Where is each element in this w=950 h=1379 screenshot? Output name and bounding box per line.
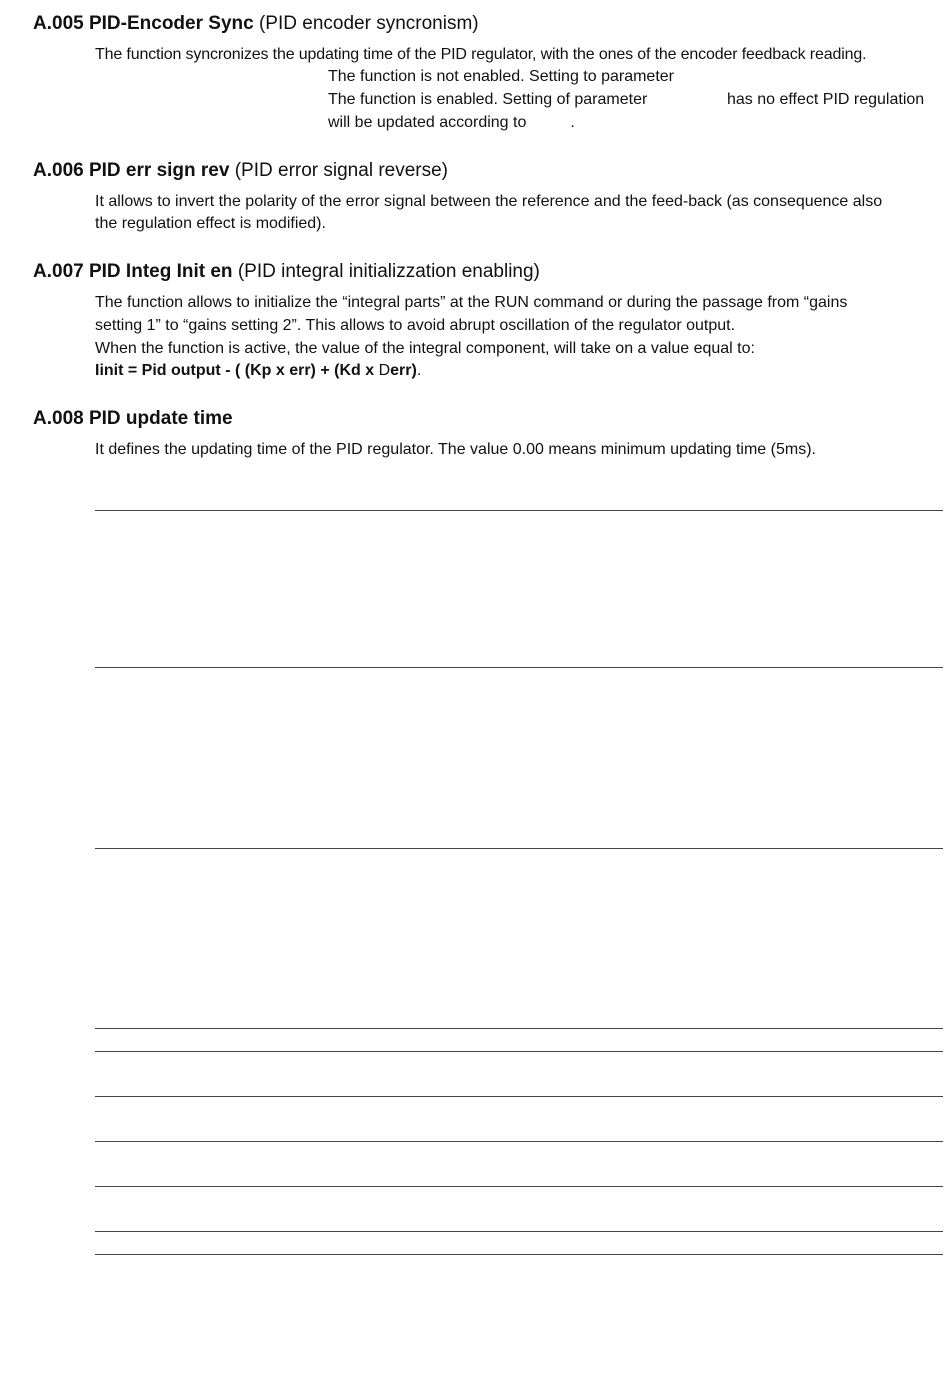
integral-init-formula <box>95 359 945 382</box>
formula-part-a: Iinit = Pid output - ( (Kp x err) + (Kd x <box>95 362 379 379</box>
section-heading-a007 <box>33 261 540 283</box>
parameter-description: (PID encoder syncronism) <box>258 13 479 34</box>
table-rule-7 <box>95 1141 943 1142</box>
formula-delta: D <box>378 362 391 379</box>
table-rule-8 <box>95 1186 943 1187</box>
paragraph-a006-line-2: the regulation effect is modified). <box>95 215 326 232</box>
parameter-description: (PID error signal reverse) <box>234 160 448 181</box>
parameter-name: PID-Encoder Sync <box>88 13 254 34</box>
parameter-code: A.007 <box>33 261 84 282</box>
option-1-cont-text: will be updated according to <box>328 114 527 131</box>
table-rule-4 <box>95 1028 943 1029</box>
paragraph-a005: The function syncronizes the updating time of the PID regulator, with the ones of the encoder feedback reading. <box>95 46 867 63</box>
section-heading-a008 <box>33 408 233 430</box>
parameter-code: A.005 <box>33 13 84 34</box>
option-1-continuation <box>328 111 575 134</box>
parameter-name: PID update time <box>88 408 233 429</box>
paragraph-a006-line-1: It allows to invert the polarity of the error signal between the reference and the feed-back (as consequence also <box>95 193 883 210</box>
table-rule-9 <box>95 1231 943 1232</box>
option-1-end: . <box>570 114 575 131</box>
table-rule-5 <box>95 1051 943 1052</box>
table-rule-1 <box>95 510 943 511</box>
paragraph-a007-line-1: The function allows to initialize the “integral parts” at the RUN command or during the passage from “gains <box>95 294 848 311</box>
parameter-code: A.008 <box>33 408 84 429</box>
paragraph-a007-line-2: setting 1” to “gains setting 2”. This allows to avoid abrupt oscillation of the regulator output. <box>95 317 736 334</box>
table-rule-2 <box>95 667 943 668</box>
section-heading-a006 <box>33 160 448 182</box>
option-1-text: The function is enabled. Setting of parameter <box>328 91 648 108</box>
parameter-name: PID err sign rev <box>88 160 230 181</box>
table-rule-6 <box>95 1096 943 1097</box>
parameter-name: PID Integ Init en <box>88 261 233 282</box>
formula-part-b: err) <box>390 362 417 379</box>
formula-end: . <box>416 362 422 379</box>
table-rule-10 <box>95 1254 943 1255</box>
option-1-right-text: has no effect PID regulation <box>727 91 925 108</box>
parameter-code: A.006 <box>33 160 84 181</box>
paragraph-a008: It defines the updating time of the PID regulator. The value 0.00 means minimum updating time (5ms). <box>95 441 816 458</box>
option-0-text: The function is not enabled. Setting to parameter <box>328 68 674 85</box>
parameter-description: (PID integral initializzation enabling) <box>237 261 540 282</box>
paragraph-a007-line-3: When the function is active, the value of the integral component, will take on a value equal to: <box>95 340 755 357</box>
table-rule-3 <box>95 848 943 849</box>
section-heading-a005 <box>33 13 479 35</box>
